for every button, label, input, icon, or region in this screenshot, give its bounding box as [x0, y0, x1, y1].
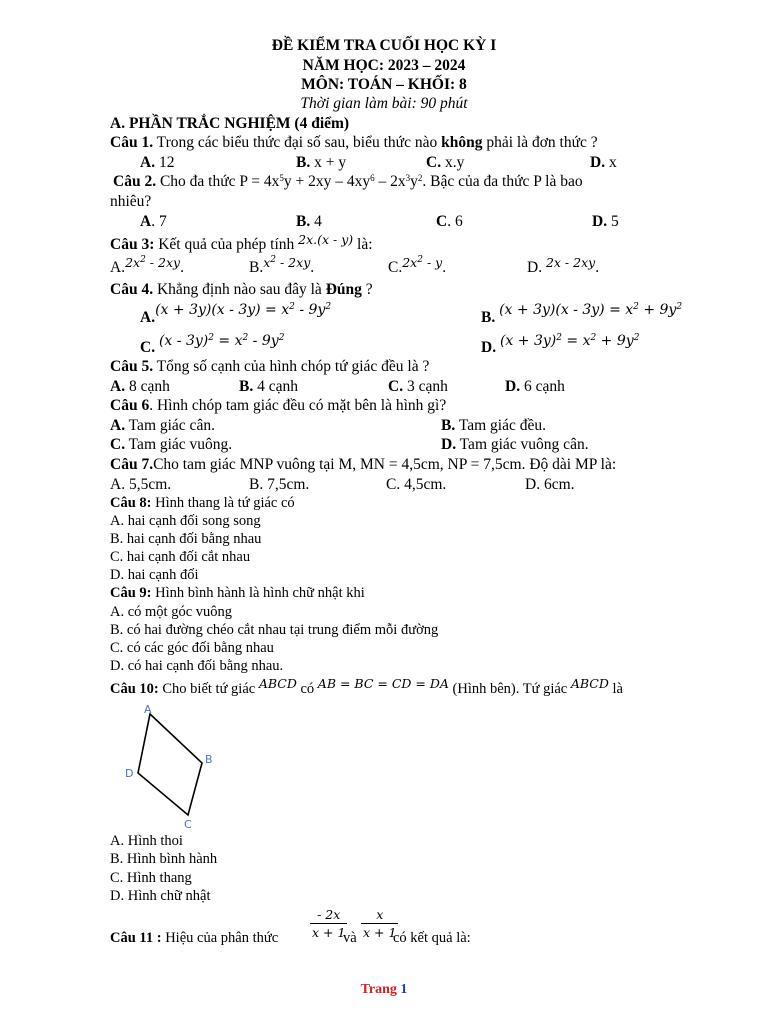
question-8 [110, 494, 295, 513]
fraction-denominator: x + 1 [312, 925, 346, 940]
option-a[interactable] [140, 153, 174, 172]
exponent: 2 [270, 255, 277, 265]
option-key: B. [296, 154, 311, 171]
math-expression: = x [213, 333, 243, 349]
option-c[interactable] [388, 377, 448, 396]
option-c[interactable]: C. 4,5cm. [386, 476, 447, 493]
question-3 [110, 232, 373, 254]
math-expression: (x + 3y) [499, 333, 557, 349]
option-d[interactable] [481, 333, 640, 358]
math-base: 2x [125, 255, 141, 270]
option-value: 6 cạnh [520, 378, 565, 395]
question-text: (Hình bên). Tứ giác [448, 681, 571, 697]
option-value: 4 cạnh [253, 378, 298, 395]
question-label: Câu 7. [110, 456, 154, 473]
option-d[interactable] [441, 435, 589, 454]
vertex-label-b: B [205, 753, 213, 766]
exponent: 3 [405, 173, 411, 183]
option-c[interactable]: C. có các góc đối bằng nhau [110, 640, 274, 656]
option-key: C [436, 213, 448, 230]
question-text: Kết quả của phép tính [154, 236, 299, 253]
exponent: 2 [325, 302, 332, 312]
question-text: Hình thang là tứ giác có [151, 495, 295, 511]
question-emphasis: không [441, 134, 483, 151]
option-d[interactable]: D. hai cạnh đối [110, 567, 199, 583]
school-year: NĂM HỌC: 2023 – 2024 [302, 57, 466, 74]
exponent: 2 [242, 333, 249, 343]
math-base: x [263, 255, 271, 270]
option-c[interactable]: $C.2x^2$ - y. [388, 255, 447, 276]
option-key: C. [388, 378, 404, 395]
question-text: Hiệu của phân thức [161, 930, 279, 946]
question-10 [110, 676, 623, 699]
option-a[interactable]: A. 5,5cm. [110, 476, 172, 493]
question-5 [110, 357, 429, 376]
question-text: . Bậc của đa thức P là bao [422, 173, 583, 190]
question-label: Câu 4. [110, 281, 154, 298]
option-b[interactable] [441, 416, 546, 435]
option-a[interactable]: $A.2x^2 - 2xy$. [110, 255, 184, 276]
exponent: 2 [208, 333, 214, 343]
option-value: 12 [155, 154, 175, 171]
option-b[interactable] [296, 212, 322, 231]
exponent: 2 [633, 302, 639, 312]
option-value: 3 cạnh [403, 378, 448, 395]
option-c[interactable] [426, 153, 464, 172]
exponent: 2 [633, 333, 640, 343]
question-text: có [296, 681, 318, 697]
question-label: Câu 11 : [110, 930, 162, 946]
math-expression: AB = BC = CD = DA [317, 676, 449, 691]
option-b[interactable] [239, 377, 298, 396]
option-key: B. [441, 417, 456, 434]
exponent: 2 [556, 333, 562, 343]
math-expression: + 9y [596, 333, 634, 349]
math-expression: (x + 3y)(x - 3y) = x [155, 302, 290, 318]
option-key: A [140, 213, 152, 230]
option-b[interactable]: B. có hai đường chéo cắt nhau tại trung điểm mỗi đường [110, 622, 439, 638]
option-d[interactable] [590, 153, 617, 172]
option-key: B. [481, 309, 496, 326]
option-b[interactable]: B. hai cạnh đối bằng nhau [110, 531, 262, 547]
math-expression: ABCD [258, 676, 297, 691]
option-a[interactable] [140, 212, 167, 231]
math-tail: - 2xy [145, 255, 181, 270]
question-text: Tổng số cạnh của hình chóp tứ giác đều là ? [153, 358, 430, 375]
math-expression: + 9y [638, 302, 677, 318]
question-text: Trong các biểu thức đại số sau, biểu thức nào [153, 134, 442, 151]
question-text: có kết quả là: [393, 930, 471, 946]
vertex-label-c: C [184, 818, 192, 830]
footer-page-word: Trang [360, 982, 397, 997]
question-label: Câu 1. [110, 134, 154, 151]
option-d[interactable]: D. Hình chữ nhật [110, 888, 211, 904]
option-key: D. [441, 436, 457, 453]
exponent: 2 [417, 173, 423, 183]
question-text: y + 2xy – 4xy [283, 173, 371, 190]
question-text: y [410, 173, 418, 190]
option-value: x [605, 154, 617, 171]
option-key: B. [296, 213, 311, 230]
fraction-denominator: x + 1 [363, 925, 397, 940]
question-text: – 2x [374, 173, 406, 190]
math-expression: - 9y [248, 333, 279, 349]
option-key: D. [527, 259, 543, 276]
question-4 [110, 280, 373, 299]
option-value: x + y [310, 154, 347, 171]
option-c[interactable] [436, 212, 463, 231]
vertex-label-d: D [125, 767, 134, 780]
option-a[interactable] [110, 416, 215, 435]
page-footer [0, 982, 768, 998]
question-label: Câu 3: [110, 236, 155, 253]
option-value: Tam giác cân. [125, 417, 215, 434]
option-key: B. [239, 378, 254, 395]
option-a[interactable]: A. Hình thoi [110, 833, 183, 849]
option-value: . 6 [447, 213, 463, 230]
option-value: 4 [310, 213, 322, 230]
option-key: D. [590, 154, 606, 171]
exponent: 6 [370, 173, 375, 183]
option-value: . 7 [151, 213, 167, 230]
section-a-heading: A. PHẦN TRẮC NGHIỆM (4 điểm) [110, 115, 350, 132]
option-d[interactable]: D. 6cm. [525, 476, 575, 493]
option-d[interactable]: D. 2x - 2xy. [527, 255, 600, 276]
option-d[interactable] [505, 377, 565, 396]
option-c[interactable]: C. hai cạnh đối cắt nhau [110, 549, 251, 565]
option-key: D. [505, 378, 521, 395]
math-base: 2x [402, 255, 418, 270]
question-label: Câu 10: [110, 681, 159, 697]
question-label: Câu 2. [113, 173, 157, 190]
option-c[interactable]: C. Hình thang [110, 870, 192, 886]
math-expression: ABCD [570, 676, 609, 691]
option-value: 5 [607, 213, 619, 230]
question-text: Khẳng định nào sau đây là [153, 281, 326, 298]
option-value: 8 cạnh [125, 378, 170, 395]
option-key: A. [140, 309, 156, 326]
question-text: ? [361, 281, 373, 298]
question-11 [110, 929, 278, 948]
math-expression: - 9y [294, 302, 326, 318]
exponent: 5 [279, 173, 284, 183]
exponent: 2 [590, 333, 597, 343]
exponent: 2 [140, 255, 146, 265]
math-expression: (x + 3y)(x - 3y) = x [499, 302, 634, 318]
math-tail: - 2xy [276, 255, 311, 270]
question-1 [110, 133, 598, 152]
quadrilateral-abcd [138, 714, 202, 815]
exponent: 2 [676, 302, 683, 312]
exponent: 2 [278, 333, 285, 343]
exam-title: ĐỀ KIỂM TRA CUỐI HỌC KỲ I [271, 37, 497, 54]
option-key: A. [110, 259, 126, 276]
option-key: A. [140, 154, 156, 171]
option-d[interactable]: D. có hai cạnh đối bằng nhau. [110, 658, 284, 674]
question-2 [113, 172, 583, 191]
question-text: Cho đa thức P = 4x [156, 173, 280, 190]
vertex-label-a: A [144, 703, 152, 716]
option-b[interactable]: B. 7,5cm. [249, 476, 310, 493]
question-text: là [608, 681, 623, 697]
question-label: Câu 9: [110, 585, 152, 601]
option-key: A. [110, 417, 126, 434]
option-a[interactable]: A. có một góc vuông [110, 604, 233, 620]
math-tail: - y [422, 255, 443, 270]
option-key: C. [388, 259, 403, 276]
option-value: Tam giác vuông cân. [456, 436, 589, 453]
footer-page-number: 1 [400, 982, 408, 997]
option-key: C. [110, 436, 126, 453]
option-key: C. [140, 339, 156, 356]
option-value: Tam giác vuông. [125, 436, 233, 453]
option-c[interactable] [140, 333, 285, 358]
question-label: Câu 8: [110, 495, 152, 511]
option-b[interactable] [481, 302, 683, 328]
option-b[interactable]: B. Hình bình hành [110, 851, 218, 867]
question-label: Câu 6 [110, 397, 150, 414]
rhombus-figure [118, 700, 228, 830]
option-key: C. [426, 154, 442, 171]
math-base: 2x - 2xy [545, 255, 596, 270]
fraction-numerator: - 2x [310, 906, 347, 924]
exponent: 2 [417, 255, 423, 265]
question-text: Hình bình hành là hình chữ nhật khi [151, 585, 365, 601]
question-2-continued: nhiêu? [110, 193, 152, 210]
question-9 [110, 584, 365, 603]
option-key: A. [110, 378, 126, 395]
exponent: 2 [289, 302, 295, 312]
option-a[interactable] [110, 377, 170, 396]
math-expression: (x - 3y) [158, 333, 209, 349]
math-expression: 2x.(x - y) [298, 232, 354, 247]
question-text: . Hình chóp tam giác đều có mặt bên là hình gì? [149, 397, 447, 414]
option-b[interactable]: $B.x^2 - 2xy$. [249, 255, 315, 276]
question-emphasis: Đúng [325, 281, 362, 298]
exam-duration: Thời gian làm bài: 90 phút [300, 95, 468, 112]
option-key: D. [592, 213, 608, 230]
question-text: phải là đơn thức ? [482, 134, 598, 151]
question-text: Cho biết tứ giác [158, 681, 259, 697]
fraction-1 [310, 906, 347, 942]
math-expression: = x [561, 333, 591, 349]
question-text: là: [353, 236, 373, 253]
option-b[interactable] [296, 153, 346, 172]
option-a[interactable]: A. hai cạnh đối song song [110, 513, 261, 529]
option-value: x.y [441, 154, 465, 171]
question-7 [110, 455, 616, 474]
fraction-numerator: x [361, 906, 398, 924]
option-key: D. [481, 339, 497, 356]
question-6 [110, 396, 446, 415]
question-text: Cho tam giác MNP vuông tại M, MN = 4,5cm, NP = 7,5cm. Độ dài MP là: [153, 456, 617, 473]
option-c[interactable] [110, 435, 232, 454]
question-text: và [343, 930, 357, 946]
option-key: B. [249, 259, 264, 276]
option-d[interactable] [592, 212, 619, 231]
option-value: Tam giác đều. [455, 417, 546, 434]
question-label: Câu 5. [110, 358, 154, 375]
option-a[interactable] [140, 302, 332, 328]
subject-grade: MÔN: TOÁN – KHỐI: 8 [301, 76, 467, 93]
